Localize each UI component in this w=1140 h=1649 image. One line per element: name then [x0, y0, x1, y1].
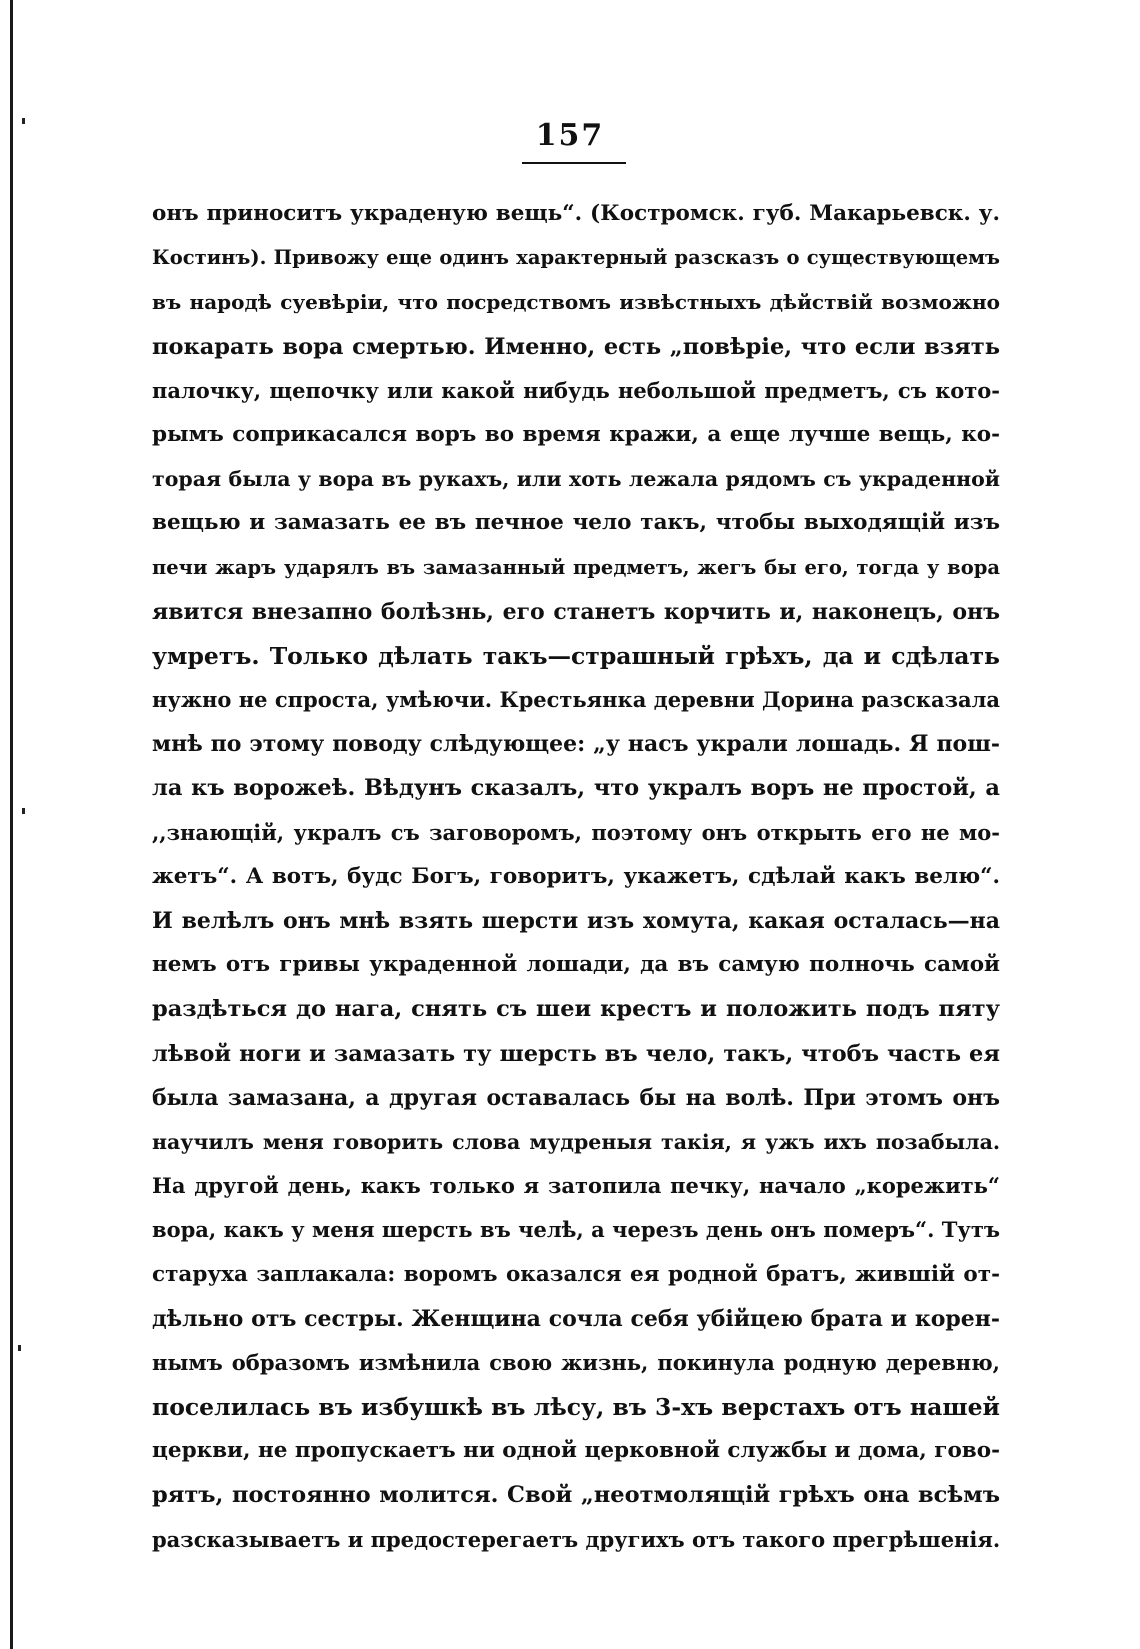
text-line: была замазана, а другая оставалась бы на волѣ. При этомъ онъ	[152, 1084, 1000, 1111]
text-line: нымъ образомъ измѣнила свою жизнь, покинула родную деревню,	[152, 1349, 1000, 1375]
text-line: вещью и замазать ее въ печное чело такъ, чтобы выходящій изъ	[152, 510, 1000, 536]
text-line: жетъ“. А вотъ, будс Богъ, говоритъ, укажетъ, сдѣлай какъ велю“.	[152, 863, 1000, 889]
text-line: нужно не спроста, умѣючи. Крестьянка деревни Дорина разсказала	[152, 687, 1000, 713]
text-line: разсказываетъ и предостерегаетъ другихъ отъ такого прегрѣшенія.	[152, 1526, 1000, 1552]
text-line: покарать вора смертью. Именно, есть „повѣріе, что если взять	[152, 333, 1000, 360]
text-line: Костинъ). Привожу еще одинъ характерный разсказъ о существующемъ	[152, 246, 1000, 270]
scan-margin-mark	[18, 1345, 21, 1351]
text-line: лѣвой ноги и замазать ту шерсть въ чело, такъ, чтобъ часть ея	[152, 1040, 1000, 1067]
text-line: печи жаръ ударялъ въ замазанный предметъ, жегъ бы его, тогда у вора	[152, 555, 1000, 579]
text-line: умретъ. Только дѣлать такъ—страшный грѣхъ, да и сдѣлать	[152, 641, 1000, 670]
scan-margin-mark	[22, 808, 25, 814]
text-line: мнѣ по этому поводу слѣдующее: „у насъ украли лошадь. Я пош-	[152, 731, 1000, 758]
text-line: дѣльно отъ сестры. Женщина сочла себя убійцею брата и корен-	[152, 1305, 1000, 1332]
scan-left-edge-line	[10, 0, 13, 1649]
text-line: палочку, щепочку или какой нибудь небольшой предметъ, съ кото-	[152, 377, 1000, 403]
page-number-rule	[522, 162, 626, 164]
text-line: церкви, не пропускаетъ ни одной церковной службы и дома, гово-	[152, 1438, 1000, 1464]
text-line: онъ приноситъ украденую вещь“. (Костромск. губ. Макарьевск. у.	[152, 201, 1000, 226]
page-number: 157	[535, 118, 605, 153]
text-line: вора, какъ у меня шерсть въ челѣ, а черезъ день онъ померъ“. Тутъ	[152, 1217, 1000, 1243]
text-line: рятъ, постоянно молится. Свой „неотмолящій грѣхъ она всѣмъ	[152, 1482, 1000, 1509]
text-line: раздѣться до нага, снять съ шеи крестъ и положить подъ пяту	[152, 996, 1000, 1023]
text-line: немъ отъ гривы украденной лошади, да въ самую полночь самой	[152, 952, 1000, 978]
text-line: ла къ ворожеѣ. Вѣдунъ сказалъ, что укралъ воръ не простой, а	[152, 775, 1000, 802]
text-line: явится внезапно болѣзнь, его станетъ корчить и, наконецъ, онъ	[152, 598, 1000, 625]
text-line: ,,знающій, укралъ съ заговоромъ, поэтому онъ открыть его не мо-	[152, 819, 1000, 845]
text-line: торая была у вора въ рукахъ, или хоть лежала рядомъ съ украденной	[152, 467, 1000, 492]
body-text	[152, 192, 1000, 1562]
text-line: И велѣлъ онъ мнѣ взять шерсти изъ хомута, какая осталась—на	[152, 908, 1000, 934]
text-line: научилъ меня говорить слова мудреныя такія, я ужъ ихъ позабыла.	[152, 1129, 1000, 1154]
text-line: въ народѣ суевѣріи, что посредствомъ извѣстныхъ дѣйствій возможно	[152, 290, 1000, 315]
text-line: рымъ соприкасался воръ во время кражи, а еще лучше вещь, ко-	[152, 421, 1000, 447]
text-line: На другой день, какъ только я затопила печку, начало „корежить“	[152, 1173, 1000, 1199]
text-line: старуха заплакала: воромъ оказался ея родной братъ, жившій от-	[152, 1261, 1000, 1287]
text-line: поселилась въ избушкѣ въ лѣсу, въ 3-хъ верстахъ отъ нашей	[152, 1393, 1000, 1422]
